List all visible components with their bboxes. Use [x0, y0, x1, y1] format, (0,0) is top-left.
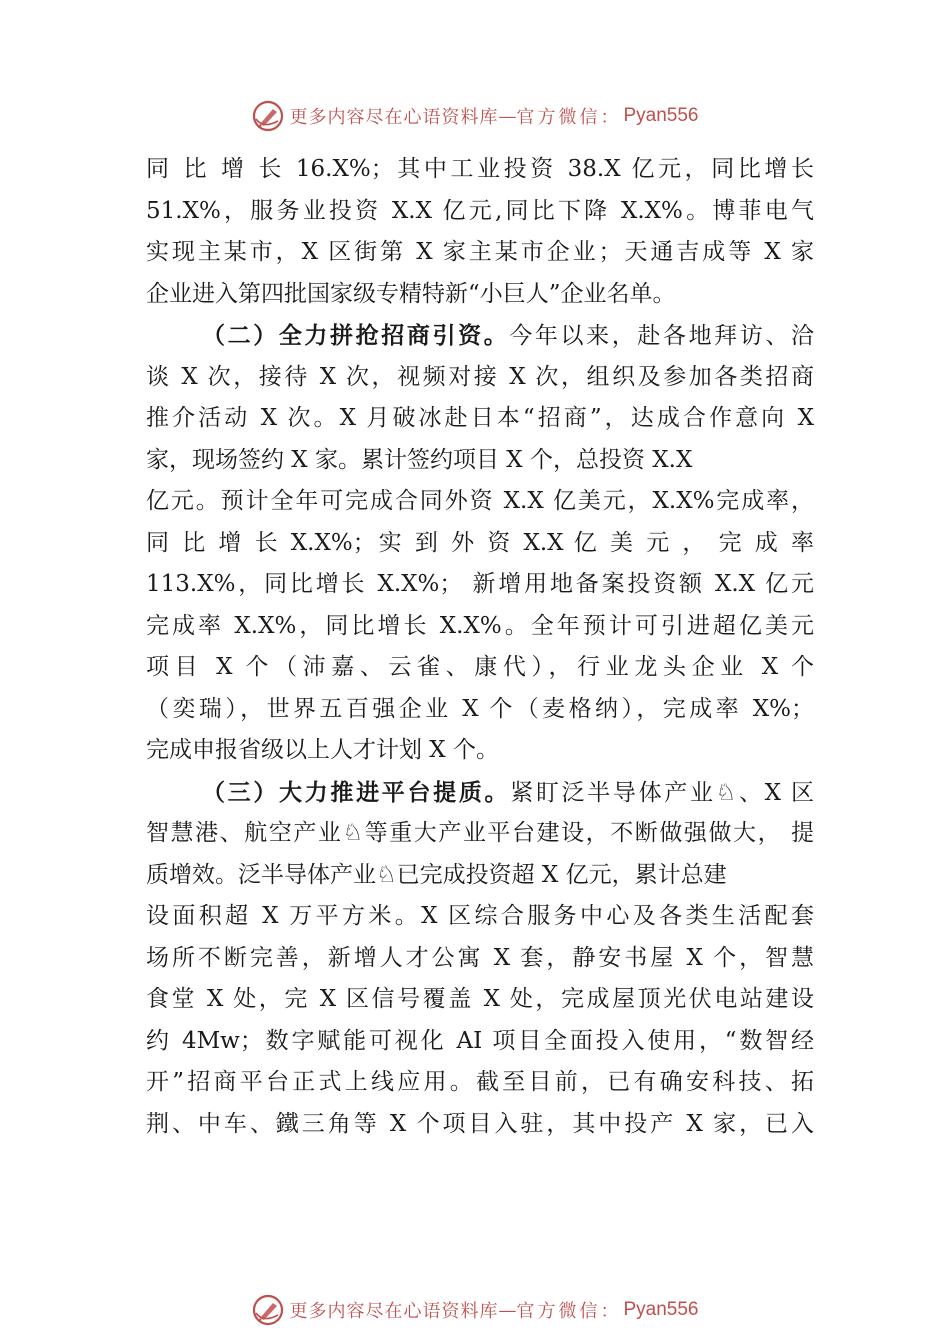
watermark-wechat-id: Pyan556 — [623, 105, 699, 126]
pen-nib-seal-icon — [251, 99, 285, 133]
text-line — [146, 855, 814, 897]
watermark-wechat-label: 官方微信： — [516, 1301, 622, 1322]
line-text: 同 比 增 长 16.X%；其中工业投资 38.X 亿元，同比增长 — [146, 156, 814, 182]
line-text: 完成申报省级以上人才计划 X 个。 — [146, 737, 499, 763]
line-text: 企业进入第四批国家级专精特新“小巨人”企业名单。 — [146, 280, 676, 307]
line-text: 同 比 增 长 X.X%；实 到 外 资 X.X 亿 美 元 ， 完 成 率 — [146, 529, 814, 556]
line-text: （奕瑞），世界五百强企业 X 个（麦格纳），完成率 X%； — [146, 695, 814, 722]
line-text: 亿元。预计全年可完成合同外资 X.X 亿美元，X.X%完成率， — [146, 488, 814, 514]
text-line — [146, 1062, 814, 1104]
text-line — [146, 813, 814, 855]
text-line — [146, 606, 814, 648]
text-line — [146, 398, 814, 440]
line-text: 谈 X 次，接待 X 次，视频对接 X 次，组织及参加各类招商 — [146, 363, 814, 390]
line-text: 开”招商平台正式上线应用。截至目前，已有确安科技、拓 — [146, 1069, 814, 1095]
line-text: 今年以来，赴各地拜访、洽 — [509, 323, 814, 349]
watermark-wechat-id: Pyan556 — [623, 1299, 699, 1320]
text-line — [146, 149, 814, 191]
text-line — [146, 481, 814, 523]
line-text: 设面积超 X 万平方米。X 区综合服务中心及各类生活配套 — [146, 903, 814, 929]
line-text: 113.X%，同比增长 X.X%； 新增用地备案投资额 X.X 亿元 — [146, 571, 814, 597]
text-line — [146, 564, 814, 606]
text-line — [146, 232, 814, 274]
watermark-wechat-label: 官方微信： — [516, 107, 622, 128]
line-text: 食堂 X 处，完 X 区信号覆盖 X 处，完成屋顶光伏电站建设 — [146, 986, 814, 1012]
section-heading-line — [146, 315, 814, 357]
section-heading-line — [146, 772, 814, 814]
line-text: 51.X%，服务业投资 X.X 亿元,同比下降 X.X%。博菲电气 — [146, 197, 814, 224]
section-heading: （二）全力拼抢招商引资。 — [202, 322, 510, 349]
text-line — [146, 1104, 814, 1146]
line-text: 项目 X 个（沛嘉、云雀、康代），行业龙头企业 X 个 — [146, 654, 814, 680]
line-text: 约 4Mw；数字赋能可视化 AI 项目全面投入使用，“数智经 — [146, 1027, 814, 1054]
section-heading: （三）大力推进平台提质。 — [202, 778, 511, 806]
watermark-separator: — — [498, 105, 517, 127]
text-line — [146, 689, 814, 731]
text-line — [146, 896, 814, 938]
text-line — [146, 647, 814, 689]
text-line — [146, 523, 814, 565]
line-text: 完成率 X.X%，同比增长 X.X%。全年预计可引进超亿美元 — [146, 612, 814, 639]
header-watermark — [0, 96, 950, 136]
line-text: 实现主某市，X 区街第 X 家主某市企业；天通吉成等 X 家 — [146, 239, 814, 265]
watermark-brand: 更多内容尽在心语资料库 — [289, 1301, 499, 1322]
text-line — [146, 440, 814, 482]
line-text: 场所不断完善，新增人才公寓 X 套，静安书屋 X 个，智慧 — [146, 944, 814, 971]
text-line — [146, 938, 814, 980]
line-text: 质增效。泛半导体产业♘已完成投资超 X 亿元，累计总建 — [146, 861, 727, 888]
document-body — [146, 149, 814, 1145]
pen-nib-seal-icon — [251, 1293, 285, 1327]
line-text: 推介活动 X 次。X 月破冰赴日本“招商”，达成合作意向 X — [146, 405, 814, 431]
text-line — [146, 357, 814, 399]
text-line — [146, 191, 814, 233]
text-line — [146, 730, 814, 772]
text-line — [146, 979, 814, 1021]
line-text: 荆、中车、鐵三角等 X 个项目入驻，其中投产 X 家，已入 — [146, 1110, 814, 1137]
text-line — [146, 274, 814, 316]
footer-watermark — [0, 1290, 950, 1330]
text-line — [146, 1021, 814, 1063]
watermark-brand: 更多内容尽在心语资料库 — [289, 107, 499, 128]
line-text: 紧盯泛半导体产业♘、X 区 — [510, 779, 814, 806]
watermark-separator: — — [498, 1299, 517, 1321]
line-text: 家，现场签约 X 家。累计签约项目 X 个，总投资 X.X — [146, 446, 693, 473]
line-text: 智慧港、航空产业♘等重大产业平台建设，不断做强做大， 提 — [146, 820, 814, 846]
